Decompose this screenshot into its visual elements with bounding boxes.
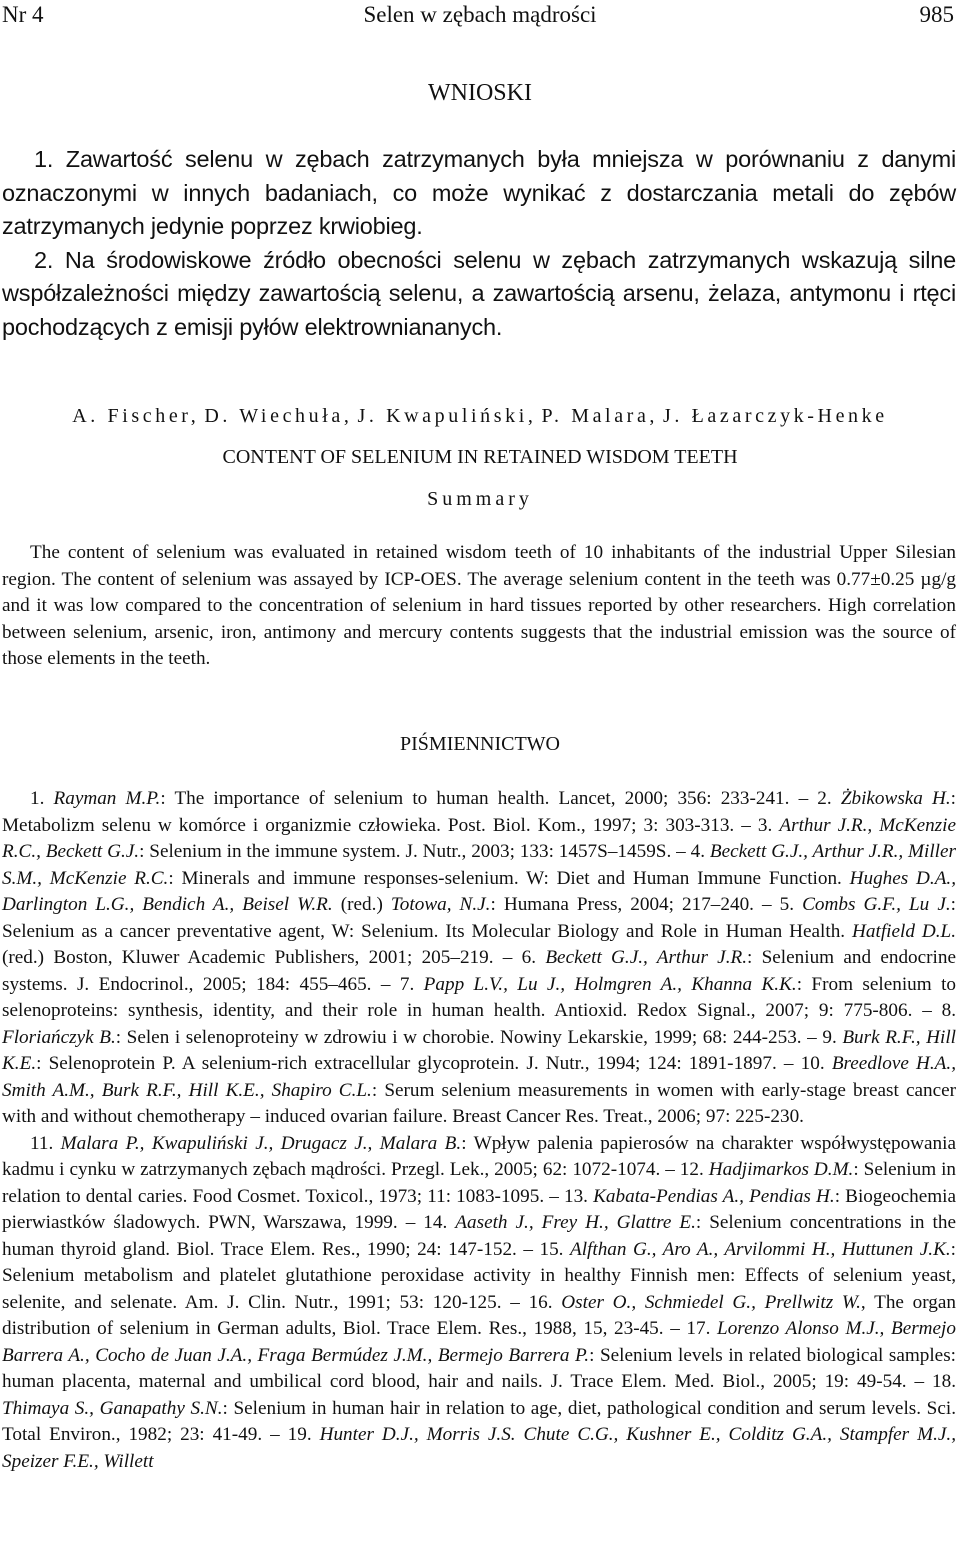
reference-text: : Wpływ palenia papierosów na charakter współwystępowania kadmu i cynku w zatrzymanych zębach mądrości. Przegl. Lek., 2005; 62: 1072-1074. – 12.: [2, 1132, 956, 1180]
reference-text: : Selenium in the immune system. J. Nutr., 2003; 133: 1457S–1459S. – 4.: [139, 841, 710, 862]
references-heading: PIŚMIENNICTWO: [400, 733, 560, 755]
reference-text: : Serum selenium measurements in women with early-stage breast cancer with and without chemotherapy – induced ovarian failure. Breast Cancer Res. Treat., 2006; 97: 225-230.: [2, 1079, 956, 1127]
references-paragraph-1: [2, 786, 956, 1131]
reference-authors: Aaseth J., Frey H., Glattre E.: [455, 1212, 696, 1233]
reference-text: : Selenoprotein P. A selenium-rich extracellular glycoprotein. J. Nutr., 1994; 124: 1891-1897. – 10.: [36, 1053, 832, 1074]
author-3: J. Kwapuliński,: [357, 405, 537, 427]
reference-text: : Selenium metabolism and platelet glutathione peroxidase activity in healthy Finnish men: Effects of selenium yeast, selenite, and selenate. Am. J. Clin. Nutr., 1991; 53: 120-125. – 16.: [2, 1238, 957, 1313]
summary-text: The content of selenium was evaluated in retained wisdom teeth of 10 inhabitants of the industrial Upper Silesian region. The content of selenium was assayed by ICP-OES. The average selenium content in the teeth was 0.77±0.25 µg/g and it was low compared to the concentration of selenium in hard tissues reported by other researchers. High correlation between selenium, arsenic, iron, antimony and mercury contents suggests that the industrial emission was the source of those elements in the teeth.: [2, 542, 956, 669]
reference-text: 11.: [30, 1132, 61, 1154]
conclusion-1: 1. Zawartość selenu w zębach zatrzymanych była mniejsza w porównaniu z danymi oznaczonymi w innych badaniach, co może wynikać z dostarczania metali do zębów zatrzymanych jedynie poprzez krwiobieg.: [2, 146, 956, 239]
reference-authors: Totowa, N.J.: [390, 894, 491, 915]
reference-text: : From selenium to selenoproteins: synthesis, identity, and their role in human health. Antioxid. Redox Signal., 2007; 9: 775-806. – 8.: [2, 973, 957, 1021]
reference-text: : The importance of selenium to human health. Lancet, 2000; 356: 233-241. – 2.: [160, 788, 841, 809]
reference-authors: Hatfield D.L.: [852, 920, 956, 942]
reference-authors: Hunter D.J., Morris J.S. Chute C.G., Kushner E., Colditz G.A., Stampfer M.J., Speizer F.E., Willett: [2, 1424, 956, 1472]
reference-text: : Selenium and endocrine systems. J. Endocrinol., 2005; 184: 455–465. – 7.: [2, 947, 956, 995]
author-5: J. Łazarczyk-Henke: [663, 405, 888, 427]
reference-authors: Floriańczyk B.: [2, 1026, 116, 1048]
reference-authors: Alfthan G., Aro A., Arvilommi H., Huttunen J.K.: [569, 1238, 951, 1260]
author-2: D. Wiechuła,: [204, 405, 353, 427]
reference-authors: Beckett G.J., Arthur J.R., Miller S.M., McKenzie R.C.: [2, 841, 956, 889]
page-number: 985: [919, 2, 954, 27]
summary-heading: Summary: [427, 488, 533, 510]
reference-authors: Burk R.F., Hill K.E.: [2, 1026, 956, 1074]
conclusions-section: [2, 143, 956, 344]
reference-authors: Beckett G.J., Arthur J.R.: [545, 947, 748, 968]
reference-text: : Selenium in relation to dental caries. Food Cosmet. Toxicol., 1973; 11: 1083-1095. – 13.: [2, 1159, 957, 1207]
author-list: [0, 405, 960, 428]
reference-text: 1.: [30, 788, 54, 809]
reference-authors: Kabata-Pendias A., Pendias H.: [593, 1185, 835, 1207]
conclusion-2: 2. Na środowiskowe źródło obecności selenu w zębach zatrzymanych wskazują silne współzależności między zawartością selenu, a zawartością arsenu, żelaza, antymonu i rtęci pochodzących z emisji pyłów elektrowniananych.: [2, 246, 956, 340]
reference-authors: Lorenzo Alonso M.J., Bermejo Barrera A., Cocho de Juan J.A., Fraga Bermúdez J.M., Bermejo Barrera P.: [2, 1318, 956, 1366]
reference-authors: Malara P., Kwapuliński J., Drugacz J., Malara B.: [60, 1132, 462, 1154]
reference-authors: Hadjimarkos D.M.: [708, 1159, 854, 1180]
references-section: [2, 786, 956, 1475]
author-4: P. Malara,: [541, 405, 659, 427]
reference-authors: Arthur J.R., McKenzie R.C., Beckett G.J.: [2, 814, 956, 862]
reference-text: : Selen i selenoproteiny w zdrowiu i w chorobie. Nowiny Lekarskie, 1999; 68: 244-253. – 9.: [115, 1026, 843, 1048]
reference-authors: Papp L.V., Lu J., Holmgren A., Khanna K.K.: [423, 973, 797, 995]
running-title: Selen w zębach mądrości: [363, 2, 597, 27]
reference-text: (red.) Boston, Kluwer Academic Publishers, 2001; 205–219. – 6.: [2, 947, 546, 968]
summary-section: [2, 540, 956, 673]
reference-authors: Breedlove H.A., Smith A.M., Burk R.F., Hill K.E., Shapiro C.L.: [2, 1053, 957, 1101]
conclusions-heading: WNIOSKI: [428, 80, 532, 106]
reference-text: : Selenium as a cancer preventative agent, W: Selenium. Its Molecular Biology and Role in Human Health.: [2, 894, 956, 942]
reference-text: : Minerals and immune responses-selenium. W: Diet and Human Immune Function.: [168, 867, 850, 889]
reference-authors: Hughes D.A., Darlington L.G., Bendich A., Beisel W.R.: [2, 867, 957, 915]
reference-text: : Humana Press, 2004; 217–240. – 5.: [490, 894, 803, 915]
reference-text: : Selenium concentrations in the human thyroid gland. Biol. Trace Elem. Res., 1990; 24: 147-152. – 15.: [2, 1212, 956, 1260]
author-1: A. Fischer,: [72, 405, 200, 427]
reference-text: : Metabolizm selenu w komórce i organizmie człowieka. Post. Biol. Kom., 1997; 3: 303-313. – 3.: [2, 788, 957, 836]
reference-text: : Selenium levels in related biological samples: human placenta, maternal and umbilical cord blood, hair and nails. J. Trace Elem. Med. Biol., 2005; 19: 49-54. – 18.: [2, 1344, 956, 1392]
reference-text: (red.): [332, 894, 391, 915]
issue-number: Nr 4: [2, 2, 44, 27]
references-paragraph-2: [2, 1131, 956, 1476]
reference-authors: Oster O., Schmiedel G., Prellwitz W.: [561, 1291, 861, 1313]
reference-authors: Thimaya S., Ganapathy S.N.: [2, 1397, 223, 1419]
reference-text: , The organ distribution of selenium in German adults, Biol. Trace Elem. Res., 1988, 15, 23-45. – 17.: [2, 1291, 956, 1339]
reference-text: : Selenium in human hair in relation to age, diet, pathological condition and serum levels. Sci. Total Environ., 1982; 23: 41-49. – 19.: [2, 1397, 956, 1445]
reference-authors: Combs G.F., Lu J.: [802, 894, 951, 915]
reference-text: : Biogeochemia pierwiastków śladowych. PWN, Warszawa, 1999. – 14.: [2, 1185, 956, 1233]
running-header: [0, 2, 960, 32]
english-title: CONTENT OF SELENIUM IN RETAINED WISDOM TEETH: [222, 446, 738, 468]
reference-authors: Żbikowska H.: [840, 788, 951, 809]
reference-authors: Rayman M.P.: [53, 788, 161, 809]
